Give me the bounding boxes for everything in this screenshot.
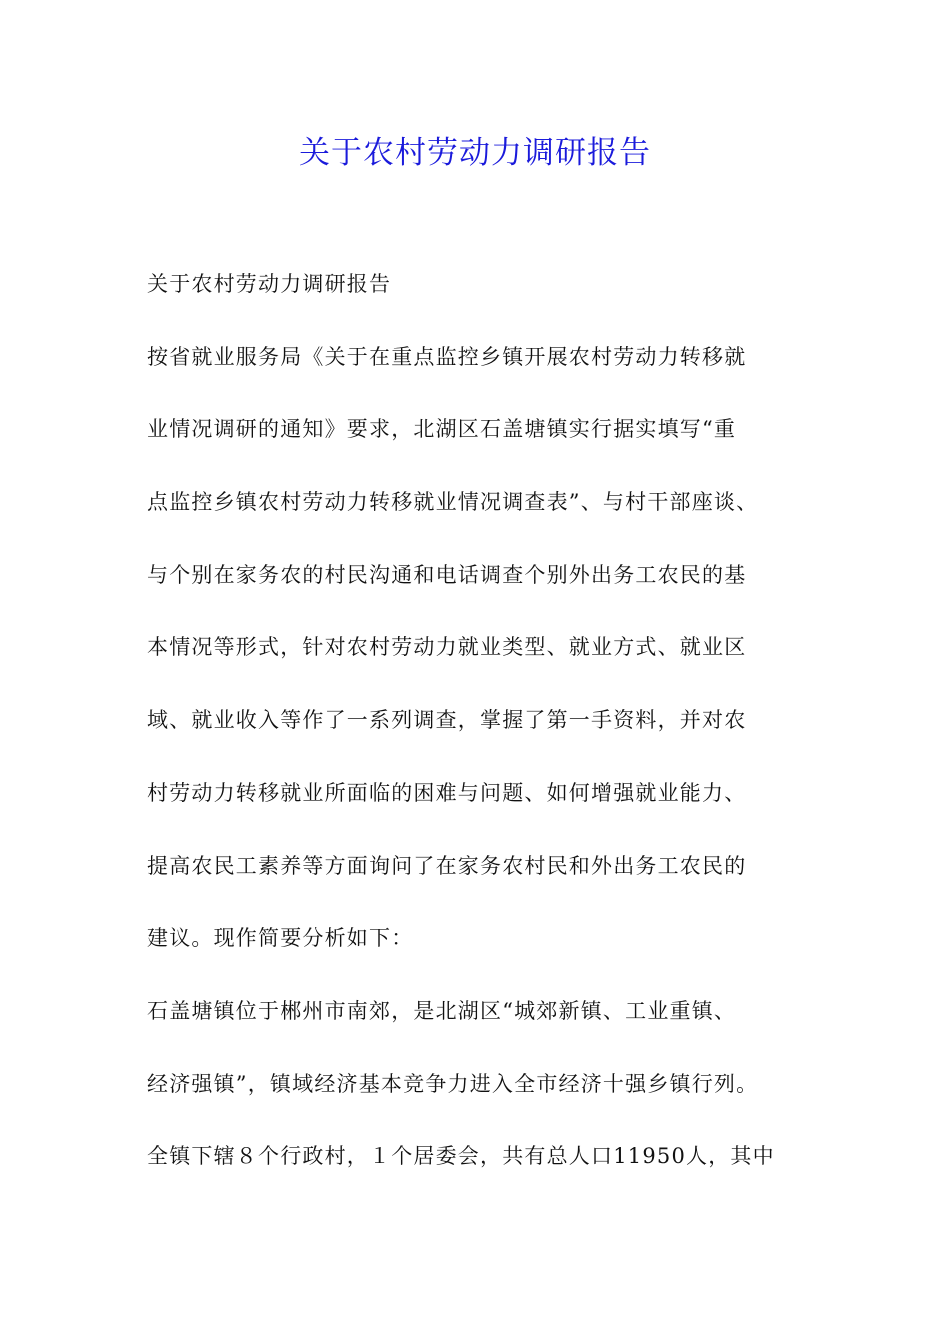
body-line: 村劳动力转移就业所面临的困难与问题、如何增强就业能力、	[147, 780, 747, 805]
body-line: 建议。现作简要分析如下：	[147, 926, 414, 951]
body-line: 全镇下辖８个行政村，１个居委会，共有总人口11950人，其中	[147, 1144, 775, 1169]
body-line: 本情况等形式，针对农村劳动力就业类型、就业方式、就业区	[147, 635, 747, 660]
body-line: 域、就业收入等作了一系列调查，掌握了第一手资料，并对农	[147, 708, 747, 733]
body-line: 业情况调研的通知》要求，北湖区石盖塘镇实行据实填写“重	[147, 417, 737, 442]
body-line: 提高农民工素养等方面询问了在家务农村民和外出务工农民的	[147, 853, 747, 878]
body-line: 按省就业服务局《关于在重点监控乡镇开展农村劳动力转移就	[147, 344, 747, 369]
body-line: 点监控乡镇农村劳动力转移就业情况调查表”、与村干部座谈、	[147, 490, 759, 515]
document-body	[147, 262, 827, 1207]
body-line: 经济强镇”，镇域经济基本竞争力进入全市经济十强乡镇行列。	[147, 1071, 759, 1096]
body-line: 与个别在家务农的村民沟通和电话调查个别外出务工农民的基	[147, 562, 747, 587]
body-line: 关于农村劳动力调研报告	[147, 272, 392, 296]
document-title: 关于农村劳动力调研报告	[299, 135, 651, 171]
body-line: 石盖塘镇位于郴州市南郊，是北湖区“城郊新镇、工业重镇、	[147, 998, 737, 1023]
